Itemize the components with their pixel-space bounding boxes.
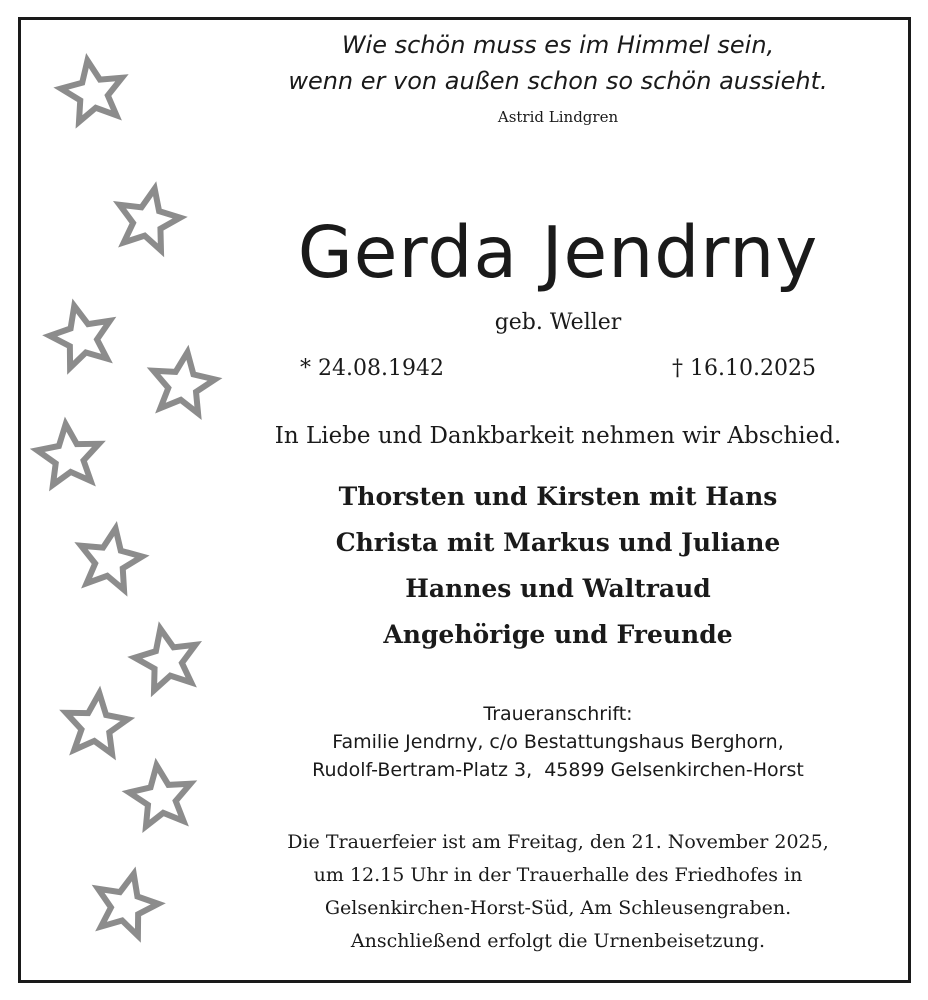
star-icon	[57, 55, 128, 124]
star-icon	[126, 761, 196, 828]
address-line: Familie Jendrny, c/o Bestattungshaus Berghorn,	[332, 731, 784, 753]
address-heading: Traueranschrift:	[483, 703, 633, 725]
service-line: Gelsenkirchen-Horst-Süd, Am Schleusengraben.	[324, 897, 792, 919]
maiden-name: geb. Weller	[494, 310, 622, 335]
star-icon	[44, 298, 118, 370]
star-icon	[112, 182, 185, 253]
list-item: Hannes und Waltraud	[405, 574, 711, 603]
mourning-address	[240, 700, 876, 784]
star-decoration	[0, 0, 240, 1000]
quote-line: Wie schön muss es im Himmel sein,	[341, 31, 775, 59]
list-item: Christa mit Markus und Juliane	[335, 528, 781, 557]
address-line: Rudolf-Bertram-Platz 3, 45899 Gelsenkirchen-Horst	[312, 759, 804, 781]
star-icon	[35, 421, 103, 486]
star-icon	[89, 866, 163, 938]
mourners-list	[240, 474, 876, 658]
star-icon	[75, 523, 146, 592]
service-line: Anschließend erfolgt die Urnenbeisetzung.	[350, 930, 766, 952]
service-line: um 12.15 Uhr in der Trauerhalle des Friedhofes in	[313, 864, 803, 886]
service-line: Die Trauerfeier ist am Freitag, den 21. November 2025,	[287, 831, 829, 853]
quote	[240, 27, 876, 99]
death-date: † 16.10.2025	[672, 356, 816, 381]
quote-author: Astrid Lindgren	[497, 108, 619, 126]
birth-date: * 24.08.1942	[300, 356, 444, 381]
deceased-name: Gerda Jendrny	[297, 211, 819, 294]
star-icon	[149, 348, 219, 415]
star-icon	[130, 622, 203, 693]
quote-line: wenn er von außen schon so schön aussieht.	[288, 67, 828, 95]
funeral-service-info	[240, 826, 876, 958]
list-item: Angehörige und Freunde	[383, 620, 733, 649]
farewell-text: In Liebe und Dankbarkeit nehmen wir Abschied.	[274, 423, 842, 449]
star-icon	[62, 690, 130, 755]
list-item: Thorsten und Kirsten mit Hans	[338, 482, 778, 511]
